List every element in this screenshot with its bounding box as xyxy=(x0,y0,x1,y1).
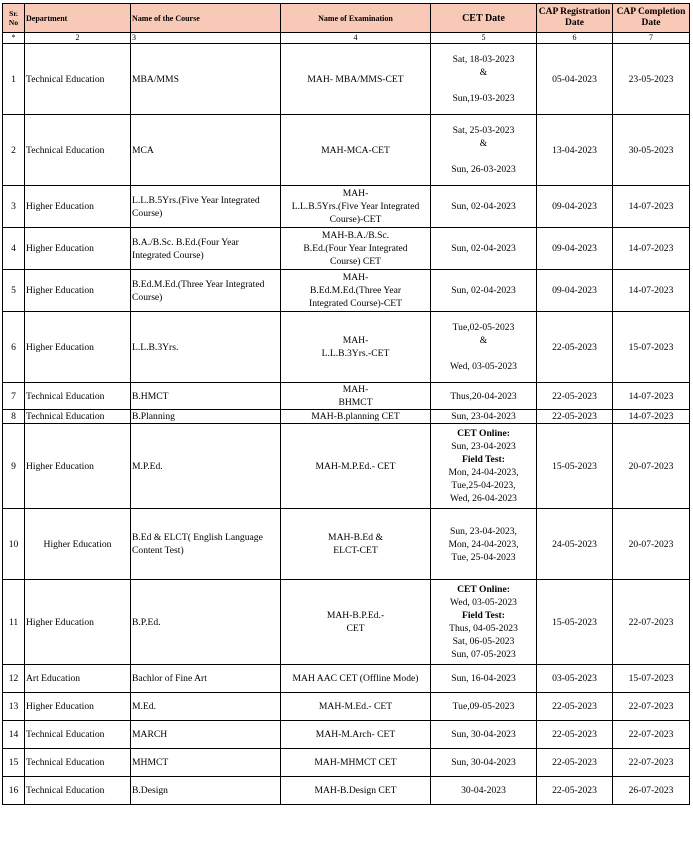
exam-line: MAH-MHMCT CET xyxy=(314,757,397,768)
header-cet-date: CET Date xyxy=(431,4,537,33)
exam-cell xyxy=(281,44,431,115)
department-cell: Higher Education xyxy=(25,228,131,270)
cap-completion-cell: 14-07-2023 xyxy=(613,186,690,228)
course-cell: L.L.B.5Yrs.(Five Year Integrated Course) xyxy=(131,186,281,228)
cet-date-line: Sun, 23-04-2023 xyxy=(451,441,516,452)
sr-no-cell: 6 xyxy=(3,312,25,383)
cet-date-line: Mon, 24-04-2023, xyxy=(448,467,519,478)
cet-date-line: Sun, 23-04-2023 xyxy=(451,411,516,422)
exam-line: L.L.B.3Yrs.-CET xyxy=(321,348,390,359)
department-cell: Technical Education xyxy=(25,410,131,424)
cet-date-cell xyxy=(431,270,537,312)
col-number: 7 xyxy=(613,33,690,44)
exam-line: MAH-MCA-CET xyxy=(321,144,390,156)
table-row xyxy=(3,749,690,777)
cet-date-line xyxy=(432,79,535,92)
exam-line: Course) CET xyxy=(330,256,381,267)
table-row xyxy=(3,424,690,509)
exam-cell xyxy=(281,580,431,665)
table-row xyxy=(3,186,690,228)
sr-no-cell: 4 xyxy=(3,228,25,270)
cet-date-cell xyxy=(431,693,537,721)
cet-date-cell xyxy=(431,424,537,509)
cap-completion-cell: 26-07-2023 xyxy=(613,777,690,805)
cet-date-cell xyxy=(431,312,537,383)
cap-completion-cell: 14-07-2023 xyxy=(613,383,690,410)
course-cell: L.L.B.3Yrs. xyxy=(131,312,281,383)
cet-date-cell xyxy=(431,186,537,228)
cet-date-line: & xyxy=(479,138,488,149)
exam-cell xyxy=(281,721,431,749)
course-cell: MBA/MMS xyxy=(131,44,281,115)
exam-cell xyxy=(281,228,431,270)
exam-line: MAH-M.P.Ed.- CET xyxy=(315,460,396,472)
cet-date-line: Tue,25-04-2023, xyxy=(451,480,516,491)
exam-cell xyxy=(281,777,431,805)
exam-line: MAH- MBA/MMS-CET xyxy=(307,73,404,85)
cet-date-line: Thus,20-04-2023 xyxy=(450,390,517,402)
cet-date-line: Sat, 06-05-2023 xyxy=(452,636,515,647)
course-cell: B.Ed & ELCT( English Language Content Test) xyxy=(131,509,281,580)
table-row xyxy=(3,115,690,186)
cet-date-line: Thus, 04-05-2023 xyxy=(449,623,518,634)
cap-completion-cell: 14-07-2023 xyxy=(613,410,690,424)
course-cell: B.Ed.M.Ed.(Three Year Integrated Course) xyxy=(131,270,281,312)
table-row xyxy=(3,270,690,312)
cet-date-line: Wed, 26-04-2023 xyxy=(450,493,517,504)
col-number: 4 xyxy=(281,33,431,44)
exam-line: B.Ed.M.Ed.(Three Year xyxy=(309,285,402,296)
course-cell: B.HMCT xyxy=(131,383,281,410)
cap-registration-cell: 09-04-2023 xyxy=(537,270,613,312)
cet-date-cell xyxy=(431,228,537,270)
col-number: 6 xyxy=(537,33,613,44)
cet-date-line: Sun, 30-04-2023 xyxy=(451,757,516,768)
table-row xyxy=(3,665,690,693)
cet-date-line: & xyxy=(479,335,488,346)
cap-registration-cell: 22-05-2023 xyxy=(537,383,613,410)
cap-registration-cell: 09-04-2023 xyxy=(537,186,613,228)
table-row xyxy=(3,383,690,410)
course-cell: B.P.Ed. xyxy=(131,580,281,665)
exam-line: MAH AAC CET (Offline Mode) xyxy=(292,673,419,684)
table-row xyxy=(3,509,690,580)
cap-registration-cell: 15-05-2023 xyxy=(537,580,613,665)
course-cell: M.Ed. xyxy=(131,693,281,721)
cet-date-line xyxy=(432,347,535,360)
exam-line: B.Ed.(Four Year Integrated xyxy=(303,243,408,254)
exam-line: MAH- xyxy=(342,384,369,395)
department-cell: Higher Education xyxy=(25,270,131,312)
cap-registration-cell: 22-05-2023 xyxy=(537,749,613,777)
cet-date-line: Sun, 02-04-2023 xyxy=(451,201,516,212)
exam-cell xyxy=(281,115,431,186)
cap-completion-cell: 14-07-2023 xyxy=(613,270,690,312)
sr-no-cell: 14 xyxy=(3,721,25,749)
department-cell: Higher Education xyxy=(25,186,131,228)
cet-date-cell xyxy=(431,665,537,693)
exam-cell xyxy=(281,410,431,424)
cap-registration-cell: 03-05-2023 xyxy=(537,665,613,693)
exam-line: MAH- xyxy=(342,272,369,283)
exam-line: MAH- xyxy=(342,188,369,199)
header-department: Department xyxy=(25,4,131,33)
cap-completion-cell: 22-07-2023 xyxy=(613,721,690,749)
cet-date-line: Tue, 25-04-2023 xyxy=(451,551,516,563)
exam-cell xyxy=(281,383,431,410)
cet-date-line: Tue,02-05-2023 xyxy=(452,322,515,333)
sr-no-cell: 16 xyxy=(3,777,25,805)
sr-no-cell: 10 xyxy=(3,509,25,580)
cap-completion-cell: 15-07-2023 xyxy=(613,665,690,693)
cap-registration-cell: 13-04-2023 xyxy=(537,115,613,186)
exam-line: MAH-B.Design CET xyxy=(314,785,397,796)
cap-completion-cell: 20-07-2023 xyxy=(613,509,690,580)
department-cell: Higher Education xyxy=(25,580,131,665)
cet-date-cell xyxy=(431,777,537,805)
exam-line: CET xyxy=(346,623,365,634)
col-number: * xyxy=(3,33,25,44)
cap-completion-cell: 23-05-2023 xyxy=(613,44,690,115)
cap-registration-cell: 09-04-2023 xyxy=(537,228,613,270)
department-cell: Technical Education xyxy=(25,115,131,186)
department-cell: Technical Education xyxy=(25,777,131,805)
table-body xyxy=(3,44,690,805)
course-cell: M.P.Ed. xyxy=(131,424,281,509)
table-row xyxy=(3,410,690,424)
cet-date-cell xyxy=(431,580,537,665)
cet-date-cell xyxy=(431,410,537,424)
exam-line: Integrated Course)-CET xyxy=(309,298,402,309)
exam-cell xyxy=(281,693,431,721)
course-cell: MHMCT xyxy=(131,749,281,777)
course-cell: Bachlor of Fine Art xyxy=(131,665,281,693)
cap-completion-cell: 30-05-2023 xyxy=(613,115,690,186)
cet-date-line: Sun, 02-04-2023 xyxy=(451,243,516,254)
exam-line: MAH- xyxy=(342,335,369,346)
cet-date-cell xyxy=(431,749,537,777)
exam-line: MAH-B.Ed & xyxy=(328,532,383,543)
exam-cell xyxy=(281,665,431,693)
header-cap-registration: CAP Registration Date xyxy=(537,4,613,33)
department-cell: Higher Education xyxy=(25,693,131,721)
department-cell: Technical Education xyxy=(25,44,131,115)
exam-line: L.L.B.5Yrs.(Five Year Integrated xyxy=(291,201,420,212)
cet-date-line: CET Online: xyxy=(457,428,510,439)
cet-schedule-table xyxy=(2,3,690,805)
table-row xyxy=(3,580,690,665)
sr-no-cell: 8 xyxy=(3,410,25,424)
cet-date-line: Wed, 03-05-2023 xyxy=(450,597,517,608)
table-row xyxy=(3,228,690,270)
sr-no-cell: 2 xyxy=(3,115,25,186)
exam-line: MAH-B.P.Ed.- xyxy=(326,610,385,621)
cap-completion-cell: 22-07-2023 xyxy=(613,693,690,721)
exam-cell xyxy=(281,270,431,312)
cap-registration-cell: 15-05-2023 xyxy=(537,424,613,509)
cap-registration-cell: 22-05-2023 xyxy=(537,721,613,749)
header-cap-completion: CAP Completion Date xyxy=(613,4,690,33)
cet-date-line: Sun, 23-04-2023, xyxy=(450,525,517,537)
cet-date-line: Wed, 03-05-2023 xyxy=(450,361,517,372)
exam-line: ELCT-CET xyxy=(333,545,378,556)
exam-line: MAH-M.Arch- CET xyxy=(315,729,396,740)
cap-completion-cell: 15-07-2023 xyxy=(613,312,690,383)
cet-date-cell xyxy=(431,721,537,749)
course-cell: B.A./B.Sc. B.Ed.(Four Year Integrated Course) xyxy=(131,228,281,270)
department-cell: Higher Education xyxy=(25,424,131,509)
sr-no-cell: 12 xyxy=(3,665,25,693)
table-row xyxy=(3,44,690,115)
table-row xyxy=(3,312,690,383)
sr-no-cell: 13 xyxy=(3,693,25,721)
cet-date-cell xyxy=(431,383,537,410)
cap-registration-cell: 22-05-2023 xyxy=(537,693,613,721)
cet-date-line: Field Test: xyxy=(462,454,505,465)
exam-cell xyxy=(281,424,431,509)
cet-date-cell xyxy=(431,115,537,186)
cet-date-line: Sat, 18-03-2023 xyxy=(452,54,515,65)
cet-date-cell xyxy=(431,44,537,115)
exam-line: BHMCT xyxy=(338,397,373,408)
header-row xyxy=(3,4,690,33)
department-cell: Higher Education xyxy=(25,312,131,383)
cet-date-cell xyxy=(431,509,537,580)
course-cell: B.Planning xyxy=(131,410,281,424)
exam-line: Course)-CET xyxy=(329,214,382,225)
department-cell: Higher Education xyxy=(25,509,131,580)
cet-date-line: Sun, 07-05-2023 xyxy=(451,649,516,660)
department-cell: Art Education xyxy=(25,665,131,693)
course-cell: MARCH xyxy=(131,721,281,749)
col-number: 5 xyxy=(431,33,537,44)
department-cell: Technical Education xyxy=(25,749,131,777)
cap-registration-cell: 24-05-2023 xyxy=(537,509,613,580)
department-cell: Technical Education xyxy=(25,721,131,749)
cap-completion-cell: 22-07-2023 xyxy=(613,580,690,665)
exam-cell xyxy=(281,186,431,228)
cet-date-line: Sun,19-03-2023 xyxy=(452,93,515,104)
sr-no-cell: 7 xyxy=(3,383,25,410)
sr-no-cell: 1 xyxy=(3,44,25,115)
sr-no-cell: 15 xyxy=(3,749,25,777)
header-course: Name of the Course xyxy=(131,4,281,33)
table-row xyxy=(3,721,690,749)
sr-no-cell: 3 xyxy=(3,186,25,228)
exam-line: MAH-B.A./B.Sc. xyxy=(321,230,390,241)
course-cell: MCA xyxy=(131,115,281,186)
cap-completion-cell: 22-07-2023 xyxy=(613,749,690,777)
cet-date-line: Sun, 30-04-2023 xyxy=(451,729,516,740)
sr-no-cell: 11 xyxy=(3,580,25,665)
cap-registration-cell: 22-05-2023 xyxy=(537,777,613,805)
column-number-row xyxy=(3,33,690,44)
sr-no-cell: 5 xyxy=(3,270,25,312)
cet-date-line: CET Online: xyxy=(457,584,510,595)
cap-registration-cell: 05-04-2023 xyxy=(537,44,613,115)
cet-date-line: Field Test: xyxy=(462,610,505,621)
exam-cell xyxy=(281,509,431,580)
exam-line: MAH-B.planning CET xyxy=(311,411,400,422)
cap-completion-cell: 20-07-2023 xyxy=(613,424,690,509)
cet-date-line: 30-04-2023 xyxy=(461,785,506,796)
exam-cell xyxy=(281,749,431,777)
cap-registration-cell: 22-05-2023 xyxy=(537,312,613,383)
cet-date-line: Tue,09-05-2023 xyxy=(452,701,515,712)
exam-cell xyxy=(281,312,431,383)
cet-date-line xyxy=(432,150,535,163)
col-number: 3 xyxy=(131,33,281,44)
cet-date-line: Mon, 24-04-2023, xyxy=(448,538,519,550)
sr-no-cell: 9 xyxy=(3,424,25,509)
col-number: 2 xyxy=(25,33,131,44)
cet-date-line: Sat, 25-03-2023 xyxy=(452,125,515,136)
cet-date-line: Sun, 16-04-2023 xyxy=(451,673,516,684)
course-cell: B.Design xyxy=(131,777,281,805)
header-exam: Name of Examination xyxy=(281,4,431,33)
cet-date-line: Sun, 02-04-2023 xyxy=(451,285,516,296)
cet-date-line: & xyxy=(479,67,488,78)
exam-line: MAH-M.Ed.- CET xyxy=(318,701,393,712)
cet-date-line: Sun, 26-03-2023 xyxy=(451,164,516,175)
department-cell: Technical Education xyxy=(25,383,131,410)
cap-completion-cell: 14-07-2023 xyxy=(613,228,690,270)
cap-registration-cell: 22-05-2023 xyxy=(537,410,613,424)
table-row xyxy=(3,693,690,721)
header-sr-no: Sr. No xyxy=(3,4,25,33)
table-row xyxy=(3,777,690,805)
